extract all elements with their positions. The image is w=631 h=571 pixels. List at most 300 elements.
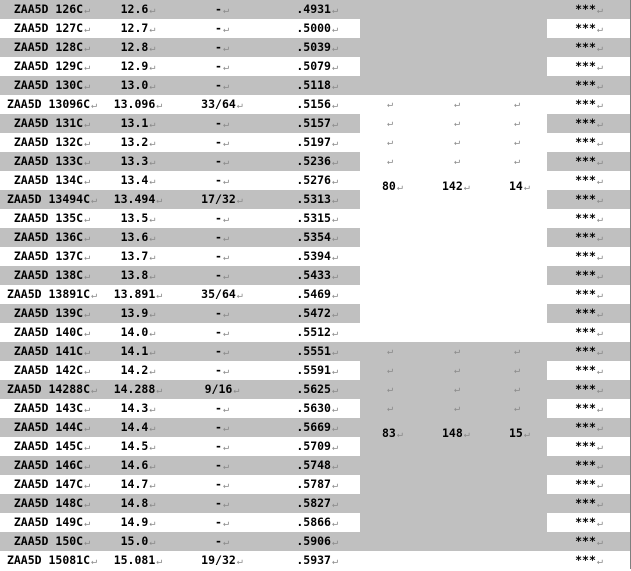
paragraph-mark: ↵ — [84, 423, 91, 434]
cell-text: 13.096 — [113, 97, 156, 111]
cell-text: 14.7 — [120, 477, 149, 491]
cell-text: - — [215, 249, 222, 263]
diameter-mm-cell — [104, 323, 172, 342]
paragraph-mark: ↵ — [331, 366, 338, 377]
decimal-inch-cell — [272, 380, 360, 399]
paragraph-mark: ↵ — [156, 556, 163, 567]
cell-text: .5394 — [296, 249, 331, 263]
paragraph-mark: ↵ — [387, 384, 394, 395]
decimal-inch-cell — [272, 190, 360, 209]
paragraph-mark: ↵ — [222, 157, 229, 168]
paragraph-mark: ↵ — [331, 556, 338, 567]
availability-cell — [547, 228, 631, 247]
diameter-mm-cell — [104, 494, 172, 513]
part-number-cell — [0, 57, 104, 76]
paragraph-mark: ↵ — [156, 100, 163, 111]
paragraph-mark: ↵ — [596, 290, 603, 301]
paragraph-mark: ↵ — [222, 271, 229, 282]
paragraph-mark: ↵ — [514, 156, 521, 167]
paragraph-mark: ↵ — [596, 62, 603, 73]
cell-text: *** — [575, 515, 596, 529]
cell-text: .5472 — [296, 306, 331, 320]
cell-text: .5630 — [296, 401, 331, 415]
cell-text: .5276 — [296, 173, 331, 187]
paragraph-mark: ↵ — [149, 62, 156, 73]
cell-text: - — [215, 173, 222, 187]
part-number-cell — [0, 513, 104, 532]
decimal-inch-cell — [272, 475, 360, 494]
fraction-inch-cell — [172, 209, 272, 228]
cell-text: 14.8 — [120, 496, 149, 510]
cell-text: ZAA5D 127C — [13, 21, 84, 35]
paragraph-mark: ↵ — [331, 195, 338, 206]
part-number-cell — [0, 494, 104, 513]
decimal-inch-cell — [272, 114, 360, 133]
diameter-mm-cell — [104, 171, 172, 190]
paragraph-mark: ↵ — [91, 556, 98, 567]
paragraph-mark: ↵ — [596, 309, 603, 320]
paragraph-mark: ↵ — [331, 442, 338, 453]
diameter-mm-cell — [104, 418, 172, 437]
diameter-mm-cell — [104, 437, 172, 456]
decimal-inch-cell — [272, 437, 360, 456]
table-row — [0, 95, 631, 114]
decimal-inch-cell — [272, 228, 360, 247]
paragraph-mark: ↵ — [84, 518, 91, 529]
cell-text: 13.0 — [120, 78, 149, 92]
fraction-inch-cell — [172, 247, 272, 266]
cell-text: .5197 — [296, 135, 331, 149]
paragraph-mark: ↵ — [84, 24, 91, 35]
cell-text: *** — [575, 306, 596, 320]
availability-cell — [547, 38, 631, 57]
cell-text: *** — [575, 40, 596, 54]
cell-text: 13.4 — [120, 173, 149, 187]
paragraph-mark: ↵ — [149, 499, 156, 510]
paragraph-mark: ↵ — [149, 176, 156, 187]
cell-text: .5551 — [296, 344, 331, 358]
cell-text: - — [215, 211, 222, 225]
cell-text: .5157 — [296, 116, 331, 130]
availability-cell — [547, 285, 631, 304]
paragraph-mark: ↵ — [149, 404, 156, 415]
cell-text: .5906 — [296, 534, 331, 548]
cell-text: - — [215, 306, 222, 320]
part-number-cell — [0, 380, 104, 399]
cell-text: ZAA5D 150C — [13, 534, 84, 548]
cell-text: 19/32 — [201, 553, 236, 567]
paragraph-mark: ↵ — [222, 5, 229, 16]
paragraph-mark: ↵ — [331, 290, 338, 301]
cell-text: 13.8 — [120, 268, 149, 282]
diameter-mm-cell — [104, 513, 172, 532]
cell-text: 12.7 — [120, 21, 149, 35]
fraction-inch-cell — [172, 171, 272, 190]
paragraph-mark: ↵ — [331, 233, 338, 244]
cell-text: *** — [575, 363, 596, 377]
decimal-inch-cell — [272, 551, 360, 570]
decimal-inch-cell — [272, 323, 360, 342]
table-row — [0, 38, 631, 57]
table-row — [0, 0, 631, 19]
cell-text: *** — [575, 325, 596, 339]
cell-text: - — [215, 21, 222, 35]
cell-text: ZAA5D 144C — [13, 420, 84, 434]
cell-text: *** — [575, 211, 596, 225]
part-number-cell — [0, 399, 104, 418]
table-row — [0, 437, 631, 456]
paragraph-mark: ↵ — [331, 62, 338, 73]
cell-text: *** — [575, 496, 596, 510]
paragraph-mark: ↵ — [331, 24, 338, 35]
cell-text: 15.0 — [120, 534, 149, 548]
paragraph-mark: ↵ — [387, 118, 394, 129]
paragraph-mark: ↵ — [331, 537, 338, 548]
cell-text: 17/32 — [201, 192, 236, 206]
cell-text: .5591 — [296, 363, 331, 377]
paragraph-mark: ↵ — [149, 347, 156, 358]
paragraph-mark: ↵ — [331, 328, 338, 339]
cell-text: ZAA5D 143C — [13, 401, 84, 415]
fraction-inch-cell — [172, 551, 272, 570]
part-number-cell — [0, 76, 104, 95]
table-row — [0, 228, 631, 247]
paragraph-mark: ↵ — [514, 384, 521, 395]
decimal-inch-cell — [272, 19, 360, 38]
fraction-inch-cell — [172, 57, 272, 76]
availability-cell — [547, 114, 631, 133]
table-row — [0, 171, 631, 190]
paragraph-mark: ↵ — [236, 556, 243, 567]
part-number-cell — [0, 228, 104, 247]
paragraph-mark: ↵ — [331, 309, 338, 320]
table-row — [0, 475, 631, 494]
paragraph-mark: ↵ — [91, 195, 98, 206]
availability-cell — [547, 532, 631, 551]
diameter-mm-cell — [104, 532, 172, 551]
paragraph-mark: ↵ — [84, 81, 91, 92]
paragraph-mark: ↵ — [222, 423, 229, 434]
cell-text: *** — [575, 553, 596, 567]
cell-text: 14.0 — [120, 325, 149, 339]
paragraph-mark: ↵ — [596, 195, 603, 206]
paragraph-mark: ↵ — [514, 99, 521, 110]
part-number-cell — [0, 551, 104, 570]
cell-text: - — [215, 230, 222, 244]
cell-text: - — [215, 420, 222, 434]
diameter-mm-cell — [104, 133, 172, 152]
table-row — [0, 456, 631, 475]
fraction-inch-cell — [172, 190, 272, 209]
decimal-inch-cell — [272, 285, 360, 304]
cell-text: 14.1 — [120, 344, 149, 358]
paragraph-mark: ↵ — [331, 214, 338, 225]
availability-cell — [547, 551, 631, 570]
part-number-cell — [0, 0, 104, 19]
paragraph-mark: ↵ — [222, 499, 229, 510]
paragraph-mark: ↵ — [236, 195, 243, 206]
cell-text: ZAA5D 13891C — [6, 287, 91, 301]
cell-text: ZAA5D 137C — [13, 249, 84, 263]
paragraph-mark: ↵ — [149, 480, 156, 491]
diameter-mm-cell — [104, 342, 172, 361]
diameter-mm-cell — [104, 152, 172, 171]
cell-text: .5787 — [296, 477, 331, 491]
paragraph-mark: ↵ — [454, 137, 461, 148]
decimal-inch-cell — [272, 209, 360, 228]
table-row — [0, 247, 631, 266]
paragraph-mark: ↵ — [514, 346, 521, 357]
cell-text: .5669 — [296, 420, 331, 434]
table-row — [0, 76, 631, 95]
paragraph-mark: ↵ — [84, 442, 91, 453]
cell-text: .5354 — [296, 230, 331, 244]
paragraph-mark: ↵ — [149, 461, 156, 472]
paragraph-mark: ↵ — [387, 156, 394, 167]
cell-text: ZAA5D 128C — [13, 40, 84, 54]
fraction-inch-cell — [172, 19, 272, 38]
table-row — [0, 19, 631, 38]
paragraph-mark: ↵ — [331, 480, 338, 491]
cell-text: 9/16 — [204, 382, 233, 396]
paragraph-mark: ↵ — [454, 156, 461, 167]
cell-text: 14.9 — [120, 515, 149, 529]
paragraph-mark: ↵ — [91, 290, 98, 301]
cell-text: .5118 — [296, 78, 331, 92]
group-flutes: 14↵ — [509, 179, 530, 193]
decimal-inch-cell — [272, 361, 360, 380]
cell-text: 13.6 — [120, 230, 149, 244]
availability-cell — [547, 171, 631, 190]
paragraph-mark: ↵ — [84, 347, 91, 358]
fraction-inch-cell — [172, 380, 272, 399]
paragraph-mark: ↵ — [596, 271, 603, 282]
cell-text: ZAA5D 134C — [13, 173, 84, 187]
paragraph-mark: ↵ — [84, 62, 91, 73]
availability-cell — [547, 475, 631, 494]
fraction-inch-cell — [172, 0, 272, 19]
diameter-mm-cell — [104, 551, 172, 570]
fraction-inch-cell — [172, 399, 272, 418]
paragraph-mark: ↵ — [222, 176, 229, 187]
paragraph-mark: ↵ — [222, 537, 229, 548]
diameter-mm-cell — [104, 57, 172, 76]
paragraph-mark: ↵ — [222, 461, 229, 472]
cell-text: ZAA5D 135C — [13, 211, 84, 225]
cell-text: - — [215, 439, 222, 453]
cell-text: .5512 — [296, 325, 331, 339]
paragraph-mark: ↵ — [156, 195, 163, 206]
paragraph-mark: ↵ — [222, 81, 229, 92]
decimal-inch-cell — [272, 95, 360, 114]
cell-text: - — [215, 135, 222, 149]
part-number-cell — [0, 323, 104, 342]
part-number-cell — [0, 247, 104, 266]
part-number-cell — [0, 190, 104, 209]
paragraph-mark: ↵ — [84, 119, 91, 130]
paragraph-mark: ↵ — [84, 309, 91, 320]
cell-text: - — [215, 496, 222, 510]
cell-text: - — [215, 78, 222, 92]
paragraph-mark: ↵ — [331, 385, 338, 396]
cell-text: .5625 — [296, 382, 331, 396]
paragraph-mark: ↵ — [222, 366, 229, 377]
cell-text: *** — [575, 135, 596, 149]
cell-text: ZAA5D 126C — [13, 2, 84, 16]
paragraph-mark: ↵ — [596, 537, 603, 548]
table-row — [0, 399, 631, 418]
paragraph-mark: ↵ — [84, 537, 91, 548]
paragraph-mark: ↵ — [222, 309, 229, 320]
cell-text: ZAA5D 130C — [13, 78, 84, 92]
paragraph-mark: ↵ — [84, 176, 91, 187]
cell-text: - — [215, 268, 222, 282]
paragraph-mark: ↵ — [149, 24, 156, 35]
decimal-inch-cell — [272, 171, 360, 190]
cell-text: .4931 — [296, 2, 331, 16]
availability-cell — [547, 456, 631, 475]
cell-text: 14.288 — [113, 382, 156, 396]
paragraph-mark: ↵ — [149, 423, 156, 434]
part-number-cell — [0, 361, 104, 380]
availability-cell — [547, 76, 631, 95]
part-number-cell — [0, 266, 104, 285]
paragraph-mark: ↵ — [454, 365, 461, 376]
cell-text: 33/64 — [201, 97, 236, 111]
cell-text: ZAA5D 131C — [13, 116, 84, 130]
paragraph-mark: ↵ — [331, 157, 338, 168]
cell-text: ZAA5D 148C — [13, 496, 84, 510]
paragraph-mark: ↵ — [514, 137, 521, 148]
part-number-cell — [0, 418, 104, 437]
paragraph-mark: ↵ — [222, 404, 229, 415]
diameter-mm-cell — [104, 361, 172, 380]
paragraph-mark: ↵ — [236, 290, 243, 301]
paragraph-mark: ↵ — [222, 24, 229, 35]
paragraph-mark: ↵ — [222, 442, 229, 453]
table-row — [0, 494, 631, 513]
paragraph-mark: ↵ — [454, 118, 461, 129]
cell-text: 14.4 — [120, 420, 149, 434]
paragraph-mark: ↵ — [149, 252, 156, 263]
part-number-cell — [0, 19, 104, 38]
paragraph-mark: ↵ — [331, 81, 338, 92]
paragraph-mark: ↵ — [84, 271, 91, 282]
diameter-mm-cell — [104, 190, 172, 209]
paragraph-mark: ↵ — [514, 365, 521, 376]
table-row — [0, 551, 631, 570]
fraction-inch-cell — [172, 475, 272, 494]
paragraph-mark: ↵ — [387, 137, 394, 148]
cell-text: - — [215, 59, 222, 73]
paragraph-mark: ↵ — [91, 385, 98, 396]
paragraph-mark: ↵ — [596, 252, 603, 263]
part-number-cell — [0, 532, 104, 551]
availability-cell — [547, 95, 631, 114]
paragraph-mark: ↵ — [149, 309, 156, 320]
paragraph-mark: ↵ — [222, 138, 229, 149]
cell-text: *** — [575, 230, 596, 244]
cell-text: 35/64 — [201, 287, 236, 301]
cell-text: 13.7 — [120, 249, 149, 263]
cell-text: 12.6 — [120, 2, 149, 16]
cell-text: ZAA5D 147C — [13, 477, 84, 491]
diameter-mm-cell — [104, 38, 172, 57]
availability-cell — [547, 247, 631, 266]
availability-cell — [547, 266, 631, 285]
paragraph-mark: ↵ — [596, 366, 603, 377]
fraction-inch-cell — [172, 456, 272, 475]
paragraph-mark: ↵ — [331, 5, 338, 16]
paragraph-mark: ↵ — [596, 81, 603, 92]
paragraph-mark: ↵ — [454, 384, 461, 395]
cell-text: 14.3 — [120, 401, 149, 415]
paragraph-mark: ↵ — [149, 138, 156, 149]
diameter-mm-cell — [104, 76, 172, 95]
cell-text: *** — [575, 477, 596, 491]
paragraph-mark: ↵ — [331, 119, 338, 130]
cell-text: 13.891 — [113, 287, 156, 301]
part-number-cell — [0, 437, 104, 456]
diameter-mm-cell — [104, 247, 172, 266]
paragraph-mark: ↵ — [84, 328, 91, 339]
paragraph-mark: ↵ — [596, 480, 603, 491]
table-row — [0, 418, 631, 437]
diameter-mm-cell — [104, 0, 172, 19]
table-row — [0, 361, 631, 380]
cell-text: - — [215, 40, 222, 54]
fraction-inch-cell — [172, 437, 272, 456]
paragraph-mark: ↵ — [331, 423, 338, 434]
cell-text: *** — [575, 382, 596, 396]
cell-text: - — [215, 325, 222, 339]
paragraph-mark: ↵ — [596, 347, 603, 358]
fraction-inch-cell — [172, 323, 272, 342]
paragraph-mark: ↵ — [149, 81, 156, 92]
table-row — [0, 285, 631, 304]
paragraph-mark: ↵ — [596, 385, 603, 396]
cell-text: *** — [575, 59, 596, 73]
decimal-inch-cell — [272, 532, 360, 551]
cell-text: *** — [575, 458, 596, 472]
paragraph-mark: ↵ — [596, 233, 603, 244]
fraction-inch-cell — [172, 266, 272, 285]
paragraph-mark: ↵ — [156, 290, 163, 301]
cell-text: .5827 — [296, 496, 331, 510]
fraction-inch-cell — [172, 513, 272, 532]
paragraph-mark: ↵ — [149, 442, 156, 453]
part-number-cell — [0, 38, 104, 57]
part-number-cell — [0, 152, 104, 171]
part-number-cell — [0, 456, 104, 475]
decimal-inch-cell — [272, 494, 360, 513]
part-number-cell — [0, 171, 104, 190]
decimal-inch-cell — [272, 133, 360, 152]
paragraph-mark: ↵ — [331, 347, 338, 358]
decimal-inch-cell — [272, 0, 360, 19]
paragraph-mark: ↵ — [596, 556, 603, 567]
cell-text: 12.9 — [120, 59, 149, 73]
availability-cell — [547, 342, 631, 361]
availability-cell — [547, 57, 631, 76]
decimal-inch-cell — [272, 76, 360, 95]
cell-text: .5709 — [296, 439, 331, 453]
cell-text: 14.2 — [120, 363, 149, 377]
cell-text: .5156 — [296, 97, 331, 111]
decimal-inch-cell — [272, 38, 360, 57]
fraction-inch-cell — [172, 285, 272, 304]
fraction-inch-cell — [172, 228, 272, 247]
